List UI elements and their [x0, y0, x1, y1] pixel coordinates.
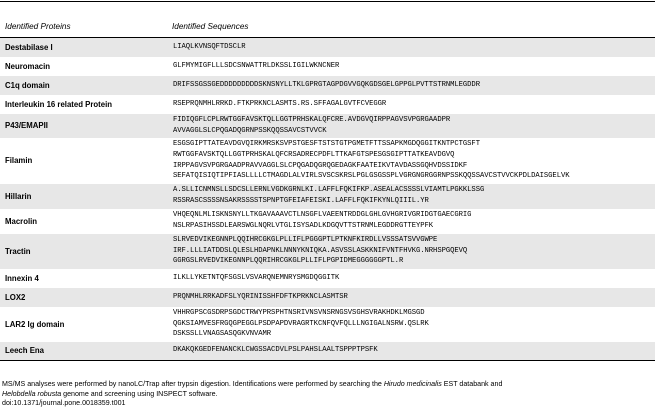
sequence-cell: ESGSGIPTTATEAVDGVQIRKMRSKSVPSTGESFTSTSTGTPGMETFTTSSAPKMGDQGGITKNTPCTGSFT RWTGGFAVSKTQLLGGTPRHSKALQFCRSADRECPDFLTTKAFGTSPESGSGIPTTATKEAVDGVQ IRPPAGVSVPGRGAADPRAVVAGGLSLCPQGADQGRQGEDAGKFAATEIKVTAVDASSGQHVDSSIDKF SEFATQISIQTIPFIASLLLLCTMAGDLALVIRLSVSCSKRSLPGLGSGSSPLVGRGNGRGGRNPSSKQQSSAVCSTVVCKPDLDAISGELVK: [173, 140, 570, 181]
protein-name-cell: Filamin: [5, 156, 33, 165]
header-identified-sequences: Identified Sequences: [167, 15, 655, 38]
table-row: [0, 307, 655, 342]
protein-name-cell: Macrolin: [5, 216, 38, 226]
protein-name-cell: LOX2: [5, 292, 26, 302]
table-row: [0, 38, 655, 57]
table-row: [0, 114, 655, 138]
footnote-text: [2, 380, 652, 390]
table-row: [0, 57, 655, 76]
sequence-cell: PRQNMHLRRKADFSLYQRINISSHFDFTKPRKNCLASMTSR: [173, 292, 348, 301]
sequence-cell: VHQEQNLMLISKNSNYLLTKGAVAAAVCTLNSGFLVAEENTRDDGLGHLGVHGRIVGRIDGTGAECGRIG NSLRPASIHSSDLEARSWGLNQRLVTGLISYSADLKDGQVTTSTRNMLEGDDRGTTEYPFK: [173, 211, 472, 230]
sequence-cell: SLRVEDVIKEGNNPLQQIHRCGKGLPLLIFLPGGGPTLPTKNFKIRDLLVSSSATSVVGWPE IRF.LLLIATDDSLQLESLHDAPNKLNNNYKNIQKA.ASVSSLASKKNIFVNTFHVKG.NRHSPGQEVQ GGRGSLRVEDVIKEGNNPLQQRIHRCGKGLPLLIFLPGPIDMEGGGGGGPTL.R: [173, 235, 468, 266]
table-row: [0, 95, 655, 114]
protein-name-cell: Hillarin: [5, 191, 32, 201]
table-body: [0, 38, 655, 361]
table-row: [0, 184, 655, 209]
footnote-line1-end: EST databank and: [441, 380, 503, 388]
protein-name-cell: Interleukin 16 related Protein: [5, 99, 113, 109]
table-row: [0, 138, 655, 184]
sequence-cell: A.SLLICNMNSLLSDCSLLERNLVGDKGRNLKI.LAFFLFQKIFKP.ASEALACSSSSLVIAMTLPGKKLSSG RSSRASCSSSSNSAKRSSSSTSPNPTGFEIAFEISKI.LAFFLFQKIFKYNLQIIIL.YR: [173, 186, 485, 205]
protein-name-cell: C1q domain: [5, 80, 50, 90]
sequence-cell: FIDIQGFLCPLRWTGGFAVSKTQLLGGTPRHSKALQFCRE.AVDGVQIRPPAGVSVPGRGAADPR AVVAGGLSLCPQGADQGRNPSSKQQSSAVCSTVVCK: [173, 115, 451, 135]
footnote-species-helobdella: Helobdella robusta: [2, 389, 62, 398]
sequence-cell: DRIFSSGSSGEDDDDDDDDDSKNSNYLLTKLGPRGTAGPDGVVGQKGDSGELGPPGLPVTTSTRNMLEGDDR: [173, 80, 480, 89]
header-identified-proteins: Identified Proteins: [0, 15, 167, 38]
sequence-cell: RSEPRQNMHLRRKD.FTKPRKNCLASMTS.RS.SFFAGALGVTFCVEGGR: [173, 99, 387, 108]
footnote-text-2: [2, 390, 652, 400]
sequence-cell: ILKLLYKETNTQFSGSLVSVARQNEMNRYSMGDQGGITK: [173, 273, 340, 282]
table-top-rule: [0, 1, 655, 2]
footnote-line2: genome and screening using INSPECT software.: [61, 389, 218, 398]
protein-name-cell: LAR2 Ig domain: [5, 319, 65, 329]
identified-proteins-table: [0, 15, 655, 361]
table-row: [0, 288, 655, 307]
protein-name-cell: Neuromacin: [5, 61, 51, 71]
table-row: [0, 342, 655, 361]
footnote-species-hirudo: Hirudo medicinalis: [383, 380, 442, 388]
table-footnote: [2, 380, 652, 409]
sequence-cell: GLFMYMIGFLLLSDCSNWATTRLDKSSLIGILWKNCNER: [173, 61, 340, 70]
table-header-row: [0, 15, 655, 38]
protein-name-cell: P43/EMAPII: [5, 121, 48, 130]
sequence-cell: LIAQLKVNSQFTDSCLR: [173, 42, 246, 51]
sequence-cell: VHHRGPSCGSDRPSGDCTRWYPRSPHTNSRIVNSVNSRNGSVSGHSVRAKHDKLMGSGD QGKSIAMVESFRGQGPEGGLPSDPAPDVRAGRTKCNFQVFQLLLNGIGALNSRW.QSLRK DSKSSLLVNAGSASQGKVNVAMR: [173, 308, 429, 339]
sequence-cell: DKAKQKGEDFENANCKLCWGSSACDVLPSLPAHSLAALTSPPPTPSFK: [167, 342, 655, 361]
protein-name-cell: Innexin 4: [5, 273, 39, 283]
table-row: [0, 209, 655, 234]
table-row: [0, 234, 655, 269]
footnote-doi: doi:10.1371/journal.pone.0018359.t001: [2, 399, 126, 408]
protein-name-cell: Leech Ena: [0, 342, 167, 361]
footnote-line1: MS/MS analyses were performed by nanoLC/Trap after trypsin digestion. Identifications were performed by searching the: [2, 380, 384, 388]
table-row: [0, 269, 655, 288]
table-row: [0, 76, 655, 95]
protein-name-cell: Destabilase I: [5, 42, 53, 52]
protein-name-cell: Tractin: [5, 246, 31, 256]
